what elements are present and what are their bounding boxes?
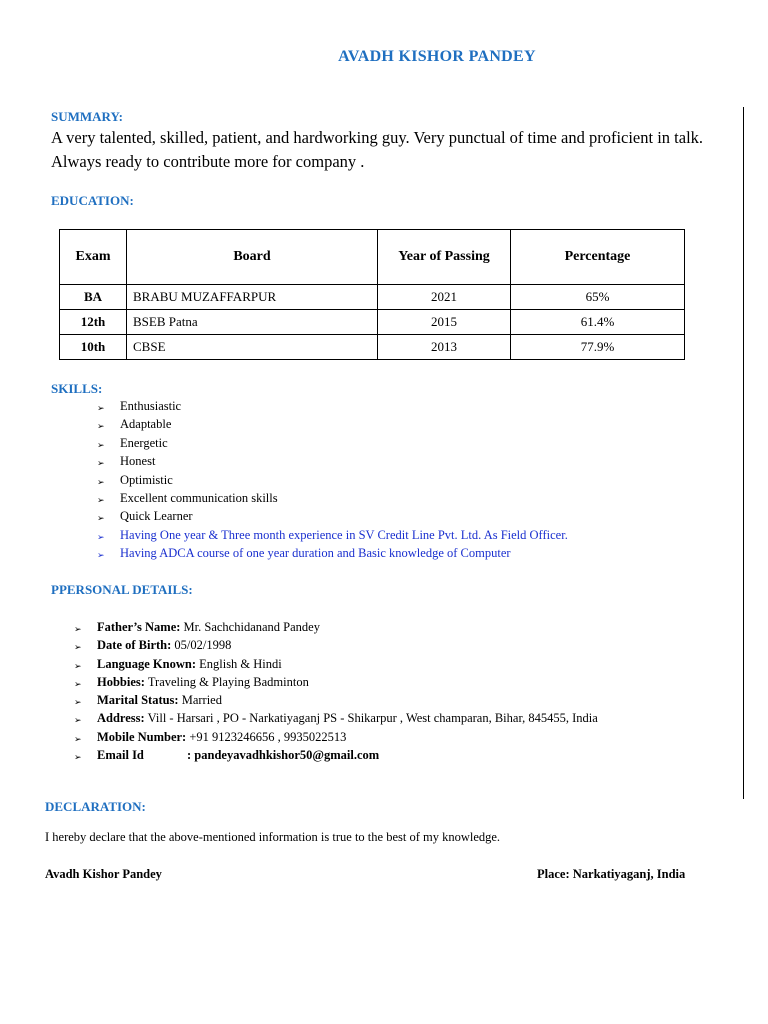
skill-text: Adaptable	[120, 417, 172, 432]
detail-value: 05/02/1998	[171, 638, 232, 653]
detail-label: Hobbies:	[97, 674, 145, 689]
list-item	[74, 618, 734, 636]
detail-label: Mobile Number:	[97, 729, 187, 744]
skill-text: Enthusiastic	[120, 399, 182, 413]
education-table	[59, 229, 685, 360]
list-item	[74, 746, 734, 764]
education-heading: EDUCATION:	[51, 193, 134, 208]
arrowhead-bullet-icon: ➢	[74, 752, 82, 763]
detail-value: English & Hindi	[195, 656, 282, 671]
list-item	[74, 691, 734, 709]
detail-label: Father’s Name:	[97, 620, 181, 634]
list-item	[97, 452, 737, 470]
skill-text: Excellent communication skills	[120, 490, 278, 505]
list-item	[74, 636, 734, 654]
arrowhead-bullet-icon: ➢	[97, 439, 105, 450]
table-header-cell: Year of Passing	[378, 230, 511, 285]
arrowhead-bullet-icon: ➢	[74, 660, 82, 671]
arrowhead-bullet-icon: ➢	[97, 403, 105, 413]
arrowhead-bullet-icon: ➢	[74, 715, 82, 726]
list-item	[74, 655, 734, 673]
skills-heading: SKILLS:	[51, 381, 103, 396]
course-text: Having ADCA course of one year duration and Basic knowledge of Computer	[120, 546, 511, 561]
detail-label: Marital Status:	[97, 693, 179, 708]
table-cell-board: CBSE	[127, 335, 378, 360]
table-header-cell: Percentage	[511, 230, 685, 285]
declaration-heading: DECLARATION:	[45, 799, 146, 814]
table-header-row	[60, 230, 685, 285]
personal-details-heading: PPERSONAL DETAILS:	[51, 582, 193, 597]
summary-text: A very talented, skilled, patient, and hardworking guy. Very punctual of time and proficient in talk. Always ready to contribute more for company .	[51, 128, 704, 171]
table-header-cell: Board	[127, 230, 378, 285]
table-header-cell: Exam	[60, 230, 127, 285]
detail-value: +91 9123246656 , 9935022513	[186, 729, 347, 744]
table-cell-board: BSEB Patna	[127, 310, 378, 335]
table-cell-percentage: 65%	[511, 285, 685, 310]
detail-label: Date of Birth:	[97, 638, 172, 653]
detail-value: Mr. Sachchidanand Pandey	[180, 620, 320, 634]
table-cell-exam: 12th	[60, 310, 127, 335]
arrowhead-bullet-icon: ➢	[97, 550, 105, 561]
arrowhead-bullet-icon: ➢	[74, 733, 82, 744]
arrowhead-bullet-icon: ➢	[97, 513, 105, 524]
detail-value: Traveling & Playing Badminton	[144, 674, 309, 689]
table-row	[60, 310, 685, 335]
skill-text: Quick Learner	[120, 509, 193, 524]
list-item	[97, 415, 737, 433]
table-cell-board: BRABU MUZAFFARPUR	[127, 285, 378, 310]
skills-list	[97, 397, 737, 563]
skill-text: Optimistic	[120, 472, 173, 487]
table-cell-year: 2013	[378, 335, 511, 360]
detail-value: : pandeyavadhkishor50@gmail.com	[187, 748, 380, 763]
list-item	[97, 544, 737, 562]
arrowhead-bullet-icon: ➢	[74, 642, 82, 653]
arrowhead-bullet-icon: ➢	[97, 458, 105, 469]
arrowhead-bullet-icon: ➢	[74, 624, 82, 634]
summary-heading: SUMMARY:	[51, 109, 124, 124]
personal-details-list	[74, 618, 734, 764]
list-item	[97, 526, 737, 544]
table-cell-percentage: 61.4%	[511, 310, 685, 335]
detail-value: Married	[178, 693, 222, 708]
list-item	[97, 471, 737, 489]
table-cell-exam: 10th	[60, 335, 127, 360]
list-item	[97, 507, 737, 525]
skill-text: Honest	[120, 454, 156, 469]
table-row	[60, 335, 685, 360]
list-item	[74, 673, 734, 691]
signature-name: Avadh Kishor Pandey	[45, 867, 162, 881]
list-item	[97, 397, 737, 415]
arrowhead-bullet-icon: ➢	[74, 697, 82, 708]
list-item	[97, 434, 737, 452]
vertical-rule	[743, 107, 744, 799]
table-row	[60, 285, 685, 310]
experience-text: Having One year & Three month experience in SV Credit Line Pvt. Ltd. As Field Officer.	[120, 527, 568, 542]
declaration-text: I hereby declare that the above-mentioned information is true to the best of my knowledge.	[45, 830, 501, 844]
table-cell-exam: BA	[60, 285, 127, 310]
place-text: Place: Narkatiyaganj, India	[537, 867, 686, 881]
detail-value: Vill - Harsari , PO - Narkatiyaganj PS - Shikarpur , West champaran, Bihar, 845455, India	[144, 711, 598, 726]
table-cell-percentage: 77.9%	[511, 335, 685, 360]
table-cell-year: 2015	[378, 310, 511, 335]
list-item	[74, 709, 734, 727]
detail-label: Email Id	[97, 748, 144, 763]
arrowhead-bullet-icon: ➢	[97, 476, 105, 487]
resume-name: AVADH KISHOR PANDEY	[338, 48, 536, 65]
arrowhead-bullet-icon: ➢	[97, 531, 105, 542]
detail-label: Address:	[97, 711, 145, 726]
arrowhead-bullet-icon: ➢	[97, 421, 105, 432]
arrowhead-bullet-icon: ➢	[74, 678, 82, 689]
list-item	[97, 489, 737, 507]
skill-text: Energetic	[120, 435, 168, 450]
detail-label: Language Known:	[97, 656, 196, 671]
list-item	[74, 728, 734, 746]
table-cell-year: 2021	[378, 285, 511, 310]
arrowhead-bullet-icon: ➢	[97, 494, 105, 505]
